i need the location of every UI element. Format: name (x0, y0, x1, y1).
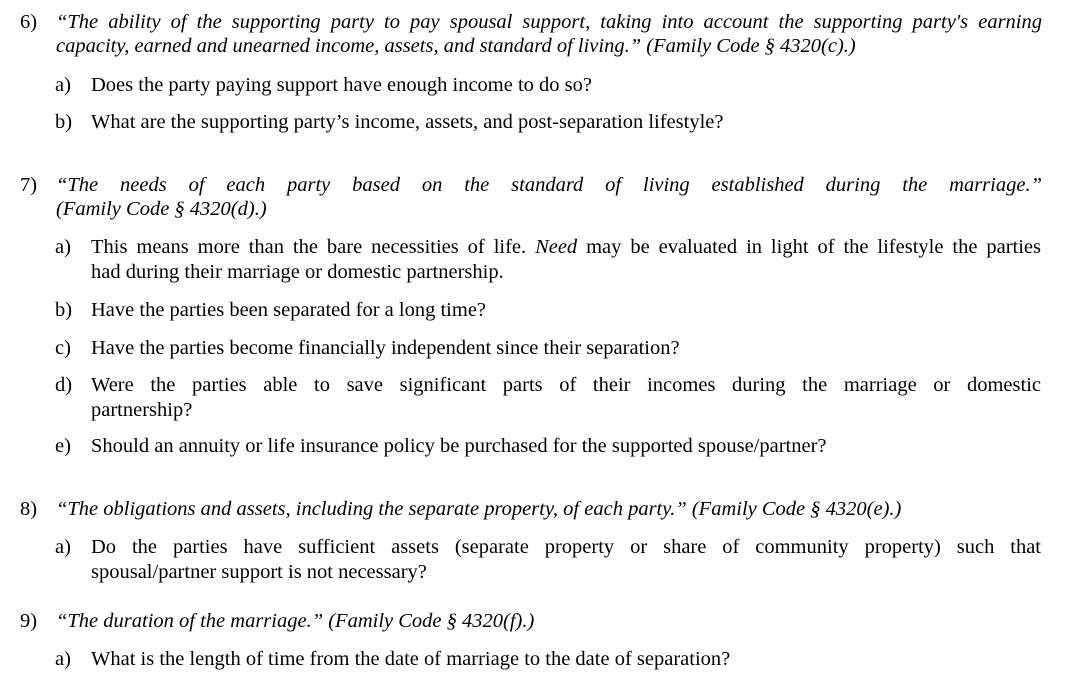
sub-item-text: Have the parties become financially independent since their separation? (91, 337, 680, 359)
text-fragment: may be evaluated in light of the lifestyle the parties (577, 236, 1041, 258)
sub-item-line: Do the parties have sufficient assets (separate property or share of community property) such that (91, 536, 1041, 558)
sub-item-text: Should an annuity or life insurance policy be purchased for the supported spouse/partner? (91, 435, 827, 457)
statute-quote (56, 10, 1042, 58)
sub-item-letter: b) (55, 299, 73, 321)
statute-quote (56, 173, 1042, 221)
sub-item-text (91, 235, 1041, 285)
sub-item-text: Have the parties been separated for a long time? (91, 299, 487, 321)
sub-item-text (91, 535, 1041, 585)
sub-item-text (91, 373, 1041, 423)
quote-line: “The needs of each party based on the standard of living established during the marriage.” (56, 174, 1042, 196)
sub-item-letter: a) (55, 74, 71, 96)
sub-item-line: spousal/partner support is not necessary? (91, 561, 427, 583)
sub-item-line: Were the parties able to save significant parts of their incomes during the marriage or domestic (91, 374, 1041, 396)
sub-item-letter: a) (55, 536, 71, 558)
sub-item-letter: c) (55, 337, 71, 359)
text-fragment: This means more than the bare necessities of life. (91, 236, 536, 258)
quote-line: “The ability of the supporting party to pay spousal support, taking into account the supporting party's earning (56, 11, 1042, 33)
sub-item-text: Does the party paying support have enough income to do so? (91, 74, 592, 96)
quote-line: capacity, earned and unearned income, assets, and standard of living.” (Family Code § 4320(c).) (56, 35, 856, 57)
item-number: 6) (20, 11, 38, 33)
sub-item-line (91, 235, 1041, 260)
emphasis-need: Need (535, 236, 578, 258)
item-number: 7) (20, 174, 38, 196)
quote-line: (Family Code § 4320(d).) (56, 198, 267, 220)
sub-item-letter: a) (55, 648, 71, 670)
item-number: 9) (20, 610, 38, 632)
sub-item-text: What are the supporting party’s income, assets, and post-separation lifestyle? (91, 111, 724, 133)
item-number: 8) (20, 498, 38, 520)
sub-item-text: What is the length of time from the date of marriage to the date of separation? (91, 648, 731, 670)
sub-item-line: partnership? (91, 399, 193, 421)
quote-line: “The obligations and assets, including the separate property, of each party.” (Family Code § 4320(e).) (56, 498, 902, 520)
sub-item-letter: a) (55, 236, 71, 258)
sub-item-line: had during their marriage or domestic partnership. (91, 261, 504, 283)
sub-item-letter: d) (55, 374, 73, 396)
sub-item-letter: b) (55, 111, 73, 133)
quote-line: “The duration of the marriage.” (Family Code § 4320(f).) (56, 610, 535, 632)
statute-quote (56, 497, 1042, 521)
statute-quote (56, 609, 1042, 633)
sub-item-letter: e) (55, 435, 71, 457)
